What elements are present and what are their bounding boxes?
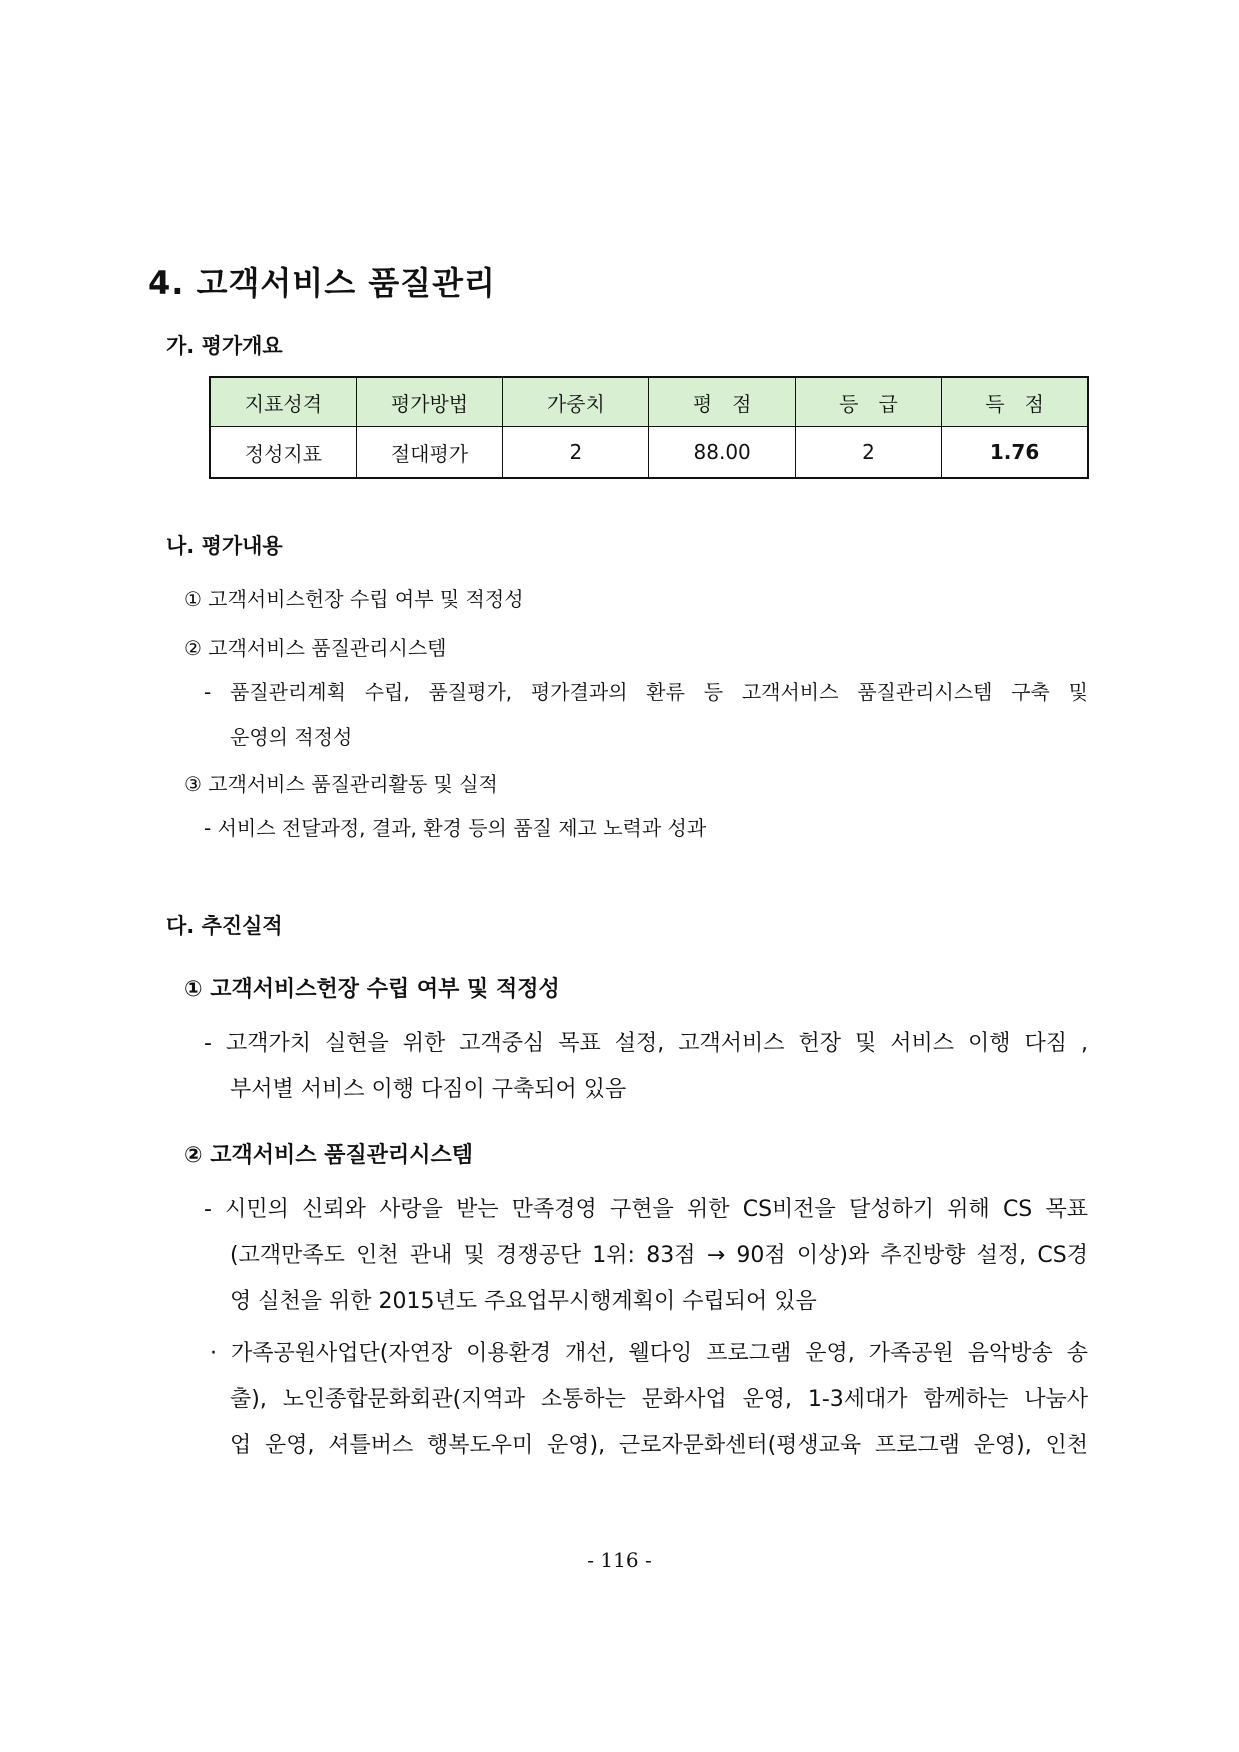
header-score: 득 점	[942, 377, 1088, 427]
performance-item-2-line-1: - 시민의 신뢰와 사랑을 받는 만족경영 구현을 위한 CS비전을 달성하기 위해 CS 목표	[204, 1197, 1088, 1222]
performance-item-2-line-3: 영 실천을 위한 2015년도 주요업무시행계획이 수립되어 있음	[230, 1289, 817, 1314]
performance-item-1-line-2: 부서별 서비스 이행 다짐이 구축되어 있음	[230, 1077, 627, 1102]
cell-evaluation-method: 절대평가	[356, 427, 502, 479]
table-row	[210, 427, 1088, 479]
performance-item-2-bullet-line-3: 업 운영, 셔틀버스 행복도우미 운영), 근로자문화센터(평생교육 프로그램 운영), 인천	[230, 1433, 1088, 1458]
performance-item-1-title: ① 고객서비스헌장 수립 여부 및 적정성	[184, 977, 560, 1002]
cell-score: 1.76	[942, 427, 1088, 479]
cell-weight: 2	[503, 427, 649, 479]
header-weight: 가중치	[503, 377, 649, 427]
content-heading: 나. 평가내용	[166, 534, 283, 558]
performance-item-2-line-2: (고객만족도 인천 관내 및 경쟁공단 1위: 83점 → 90점 이상)와 추진방향 설정, CS경	[230, 1243, 1088, 1268]
header-indicator-type: 지표성격	[210, 377, 356, 427]
header-evaluation-method: 평가방법	[356, 377, 502, 427]
header-rating: 평 점	[649, 377, 795, 427]
table-header-row	[210, 377, 1088, 427]
header-grade: 등 급	[795, 377, 941, 427]
content-item-2: ② 고객서비스 품질관리시스템	[184, 636, 447, 660]
content-item-3-sub: - 서비스 전달과정, 결과, 환경 등의 품질 제고 노력과 성과	[204, 816, 707, 840]
content-item-2-sub-line-1: - 품질관리계획 수립, 품질평가, 평가결과의 환류 등 고객서비스 품질관리시스템 구축 및	[204, 680, 1088, 704]
cell-grade: 2	[795, 427, 941, 479]
content-item-2-sub-line-2: 운영의 적정성	[230, 725, 353, 749]
performance-item-2-bullet-line-2: 출), 노인종합문화회관(지역과 소통하는 문화사업 운영, 1-3세대가 함께하는 나눔사	[230, 1387, 1088, 1412]
overview-heading: 가. 평가개요	[166, 334, 283, 358]
cell-rating: 88.00	[649, 427, 795, 479]
evaluation-table	[209, 376, 1089, 479]
performance-item-2-bullet-line-1: · 가족공원사업단(자연장 이용환경 개선, 웰다잉 프로그램 운영, 가족공원 음악방송 송	[210, 1341, 1088, 1366]
performance-heading: 다. 추진실적	[166, 914, 283, 938]
section-title: 4. 고객서비스 품질관리	[148, 264, 496, 302]
content-item-1: ① 고객서비스헌장 수립 여부 및 적정성	[184, 587, 524, 611]
content-item-3: ③ 고객서비스 품질관리활동 및 실적	[184, 772, 498, 796]
page-number: - 116 -	[587, 1548, 652, 1572]
cell-indicator-type: 정성지표	[210, 427, 356, 479]
performance-item-2-title: ② 고객서비스 품질관리시스템	[184, 1143, 473, 1168]
performance-item-1-line-1: - 고객가치 실현을 위한 고객중심 목표 설정, 고객서비스 헌장 및 서비스 이행 다짐 ,	[204, 1031, 1088, 1056]
